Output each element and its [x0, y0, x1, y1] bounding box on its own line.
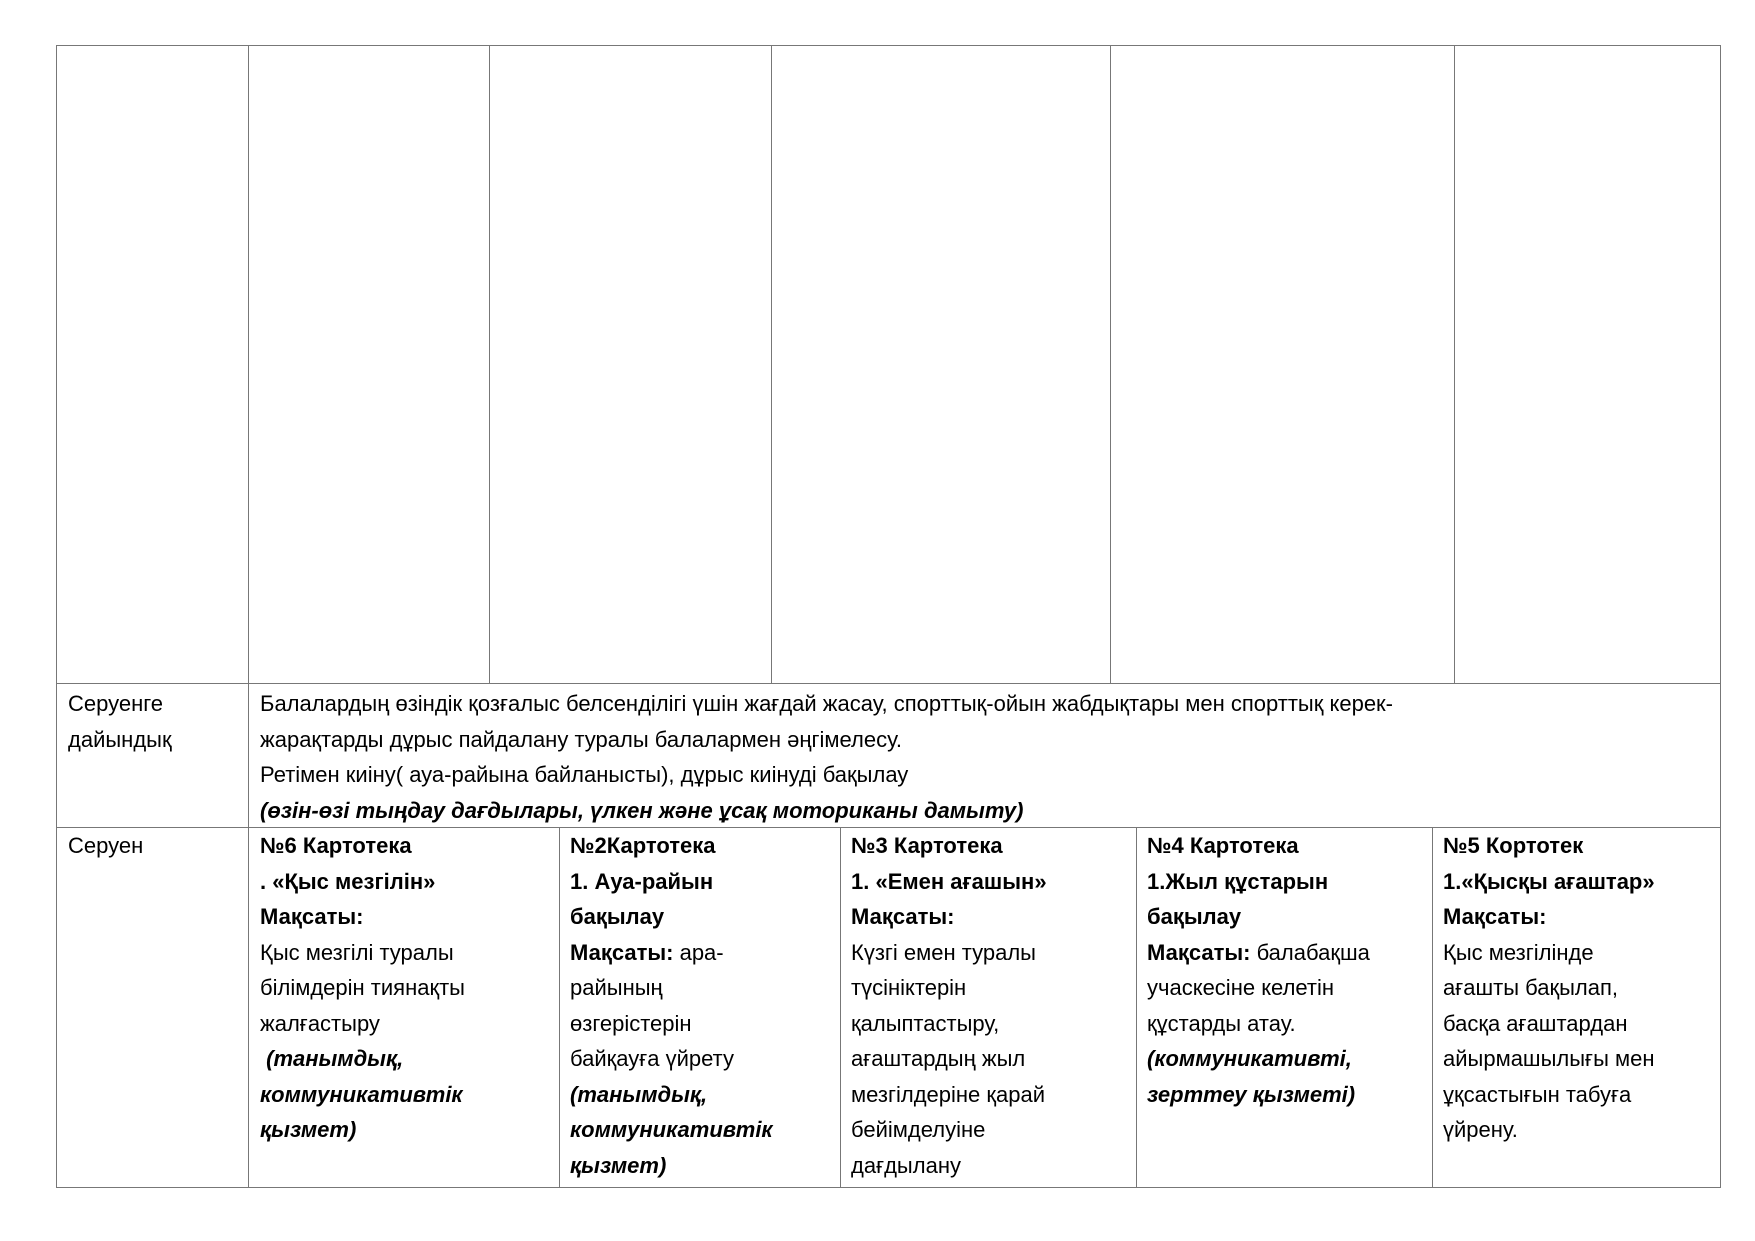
goal-label: Мақсаты: — [1147, 939, 1251, 965]
goal-text-line: Күзгі емен туралы — [851, 939, 1036, 965]
card-title: №5 Кортотек — [1443, 833, 1584, 858]
card-topic: 1.Жыл құстарын — [1147, 868, 1329, 894]
card-title: №6 Картотека — [260, 833, 412, 858]
card-topic: 1. «Емен ағашын» — [851, 868, 1047, 894]
card-topic: бақылау — [570, 904, 665, 929]
goal-text-line: ағашты бақылап, — [1443, 975, 1619, 1000]
goal-line — [1147, 935, 1370, 971]
activity-type-line: қызмет) — [260, 1117, 357, 1142]
activity-type-line: (танымдық, — [570, 1081, 708, 1107]
activity-type-line: қызмет) — [570, 1152, 667, 1178]
card-title: №2Картотека — [570, 833, 716, 858]
goal-text-line: айырмашылығы мен — [1443, 1046, 1655, 1071]
goal-text-line: ұқсастығын табуға — [1443, 1081, 1632, 1107]
card-topic: 1. Ауа-райын — [570, 868, 714, 894]
walk-row-divider-1 — [559, 827, 560, 1187]
goal-text-inline: ара- — [673, 939, 724, 965]
top-row-divider-3 — [1110, 45, 1111, 683]
activity-type-line: (танымдық, — [260, 1046, 404, 1071]
label-column-divider — [248, 45, 249, 1187]
prep-text-line-2: жарақтарды дұрыс пайдалану туралы балалармен әңгімелесу. — [260, 726, 902, 752]
top-row-divider-2 — [771, 45, 772, 683]
goal-text-line: бейімделуіне — [851, 1117, 986, 1142]
goal-text-line: райының — [570, 975, 663, 1000]
card-topic: бақылау — [1147, 904, 1242, 929]
table-right-border — [1720, 45, 1721, 1187]
prep-row-content — [260, 686, 1715, 828]
prep-row-label — [68, 686, 172, 757]
goal-text-line: білімдерін тиянақты — [260, 975, 465, 1000]
goal-label: Мақсаты: — [260, 904, 364, 929]
goal-text-line: дағдылану — [851, 1152, 961, 1178]
walk-row-divider-2 — [840, 827, 841, 1187]
goal-text-line: өзгерістерін — [570, 1010, 692, 1036]
card-topic: 1.«Қысқы ағаштар» — [1443, 868, 1655, 894]
activity-type-line: зерттеу қызметі) — [1147, 1081, 1356, 1107]
prep-text-line-1: Балалардың өзіндік қозғалыс белсенділігі үшін жағдай жасау, спорттық-ойын жабдықтары мен спорттық керек- — [260, 691, 1393, 716]
activity-type-line: (коммуникативті, — [1147, 1046, 1352, 1071]
walk-card-5 — [1443, 828, 1655, 1148]
walk-row-divider-4 — [1432, 827, 1433, 1187]
activity-type-line: коммуникативтік — [260, 1081, 463, 1107]
table-top-border — [56, 45, 1721, 46]
prep-text-line-3: Ретімен киіну( ауа-райына байланысты), дұрыс киінуді бақылау — [260, 762, 909, 787]
walk-card-3 — [851, 828, 1047, 1183]
activity-type-line: коммуникативтік — [570, 1117, 773, 1142]
card-topic: . «Қыс мезгілін» — [260, 868, 436, 894]
prep-label-line-2: дайындық — [68, 726, 172, 752]
row-divider-1 — [56, 683, 1721, 684]
walk-card-2 — [570, 828, 773, 1183]
goal-text-line: түсініктерін — [851, 975, 967, 1000]
walk-row-label: Серуен — [68, 833, 144, 858]
walk-card-4 — [1147, 828, 1370, 1112]
walk-card-6 — [260, 828, 465, 1148]
goal-text-line: ағаштардың жыл — [851, 1046, 1026, 1071]
table-bottom-border — [56, 1187, 1721, 1188]
goal-text-line: басқа ағаштардан — [1443, 1010, 1628, 1036]
goal-text-line: құстарды атау. — [1147, 1010, 1296, 1036]
goal-label: Мақсаты: — [1443, 904, 1547, 929]
walk-row-divider-3 — [1136, 827, 1137, 1187]
card-title: №3 Картотека — [851, 833, 1003, 858]
top-row-divider-4 — [1454, 45, 1455, 683]
goal-line — [570, 935, 773, 971]
goal-label: Мақсаты: — [851, 904, 955, 929]
goal-text-line: үйрену. — [1443, 1117, 1518, 1142]
prep-label-line-1: Серуенге — [68, 691, 164, 716]
goal-text-line: қалыптастыру, — [851, 1010, 1000, 1036]
goal-text-line: учаскесіне келетін — [1147, 975, 1335, 1000]
goal-text-inline: балабақша — [1250, 939, 1370, 965]
prep-emphasis-note: (өзін-өзі тыңдау дағдылары, үлкен және ұсақ моториканы дамыту) — [260, 797, 1024, 823]
goal-text-line: мезгілдеріне қарай — [851, 1081, 1046, 1107]
goal-text-line: жалғастыру — [260, 1010, 380, 1036]
goal-text-line: байқауға үйрету — [570, 1046, 734, 1071]
goal-text-line: Қыс мезгілі туралы — [260, 939, 454, 965]
top-row-divider-1 — [489, 45, 490, 683]
card-title: №4 Картотека — [1147, 833, 1299, 858]
table-left-border — [56, 45, 57, 1187]
goal-label: Мақсаты: — [570, 939, 674, 965]
goal-text-line: Қыс мезгілінде — [1443, 939, 1594, 965]
